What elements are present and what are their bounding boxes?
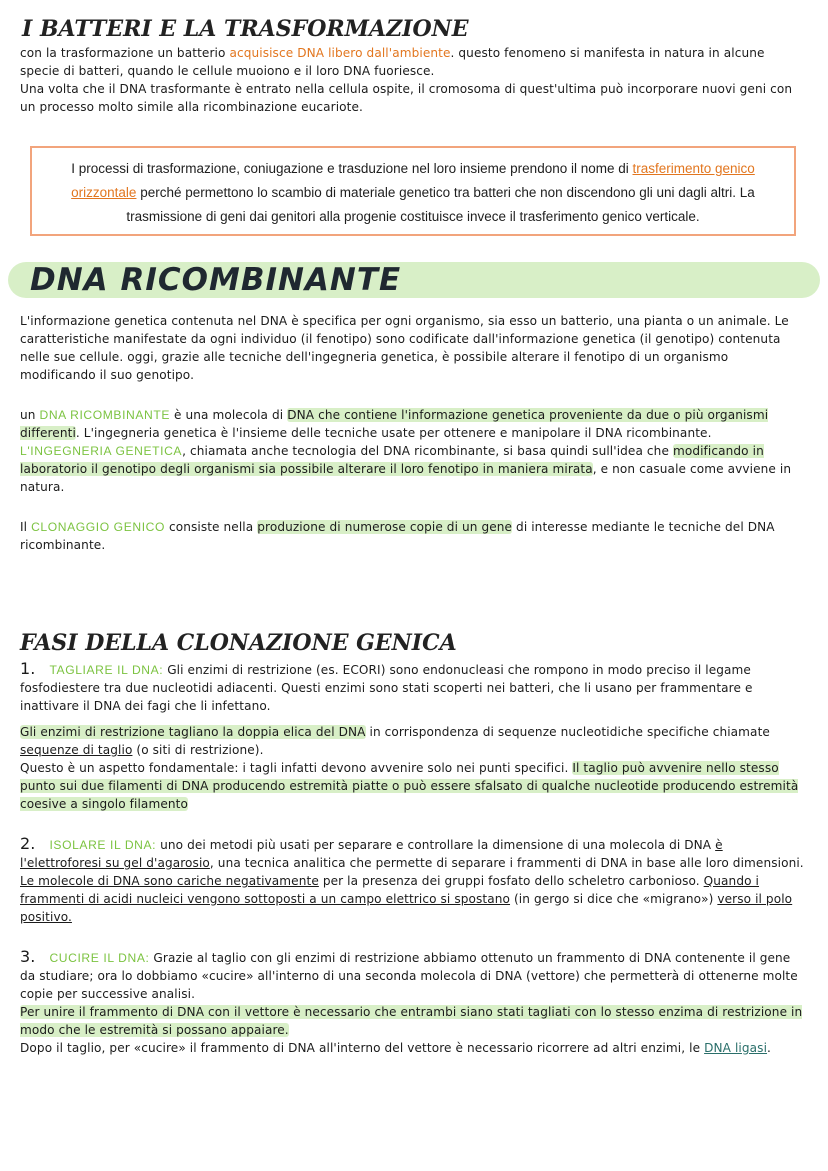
transformation-paragraph-1: con la trasformazione un batterio acquisisce DNA libero dall'ambiente. questo fenomeno si manifesta in natura in alcune specie di batteri, quando le cellule muoiono e il loro DNA fuoriesce. bbox=[20, 46, 765, 78]
highlight: Il taglio può avvenire nello stesso punto sui due filamenti di DNA producendo estremità piatte o può essere sfalsato di qualche nucleotide producendo estremità coesive a singolo filamento bbox=[20, 761, 799, 811]
step-1-note: Questo è un aspetto fondamentale: i tagli infatti devono avvenire solo nei punti specifici. Il taglio può avvenire nello stesso punto sui due filamenti di DNA producendo estremità piatte o può essere sfalsato di qualche nucleotide producendo estremità coesive a singolo filamento bbox=[20, 761, 799, 811]
step-number: 2. bbox=[20, 834, 36, 853]
section-banner-recombinant-dna bbox=[8, 262, 820, 298]
term-gene-cloning: CLONAGGIO GENICO bbox=[31, 520, 165, 534]
step-2-term: ISOLARE IL DNA: bbox=[49, 838, 157, 852]
term-recombinant-dna: DNA RICOMBINANTE bbox=[39, 408, 171, 422]
step-1-term: TAGLIARE IL DNA: bbox=[49, 663, 164, 677]
transformation-text bbox=[20, 44, 804, 116]
cloning-phases-text bbox=[20, 660, 804, 1057]
step-2: 2. ISOLARE IL DNA: uno dei metodi più usati per separare e controllare la dimensione di una molecola di DNA è l'elettroforesi su gel d'agarosio, una tecnica analitica che permette di separare i frammenti di DNA in base alle loro dimensioni. bbox=[20, 834, 804, 870]
highlight: Gli enzimi di restrizione tagliano la doppia elica del DNA bbox=[20, 725, 366, 739]
term-genetic-engineering: L'INGEGNERIA GENETICA bbox=[20, 444, 183, 458]
step-3-term: CUCIRE IL DNA: bbox=[49, 951, 150, 965]
step-number: 1. bbox=[20, 659, 36, 678]
step-1-detail: Gli enzimi di restrizione tagliano la doppia elica del DNA in corrispondenza di sequenze nucleotidiche specifiche chiamate sequenze di taglio (o siti di restrizione). bbox=[20, 725, 770, 757]
recombinant-paragraph-2: un DNA RICOMBINANTE è una molecola di DNA che contiene l'informazione genetica proveniente da due o più organismi differenti. L'ingegneria genetica è l'insieme delle tecniche usate per ottenere e manipolare il DNA ricombinante. bbox=[20, 408, 769, 440]
highlight: produzione di numerose copie di un gene bbox=[257, 520, 513, 534]
step-3-ligase: Dopo il taglio, per «cucire» il frammento di DNA all'interno del vettore è necessario ricorrere ad altri enzimi, le DNA ligasi. bbox=[20, 1041, 771, 1055]
step-3: 3. CUCIRE IL DNA: Grazie al taglio con gli enzimi di restrizione abbiamo ottenuto un frammento di DNA contenente il gene da studiare; ora lo dobbiamo «cucire» all'interno di una seconda molecola di DNA (vettore) che permetterà di ottenerne molte copie per successive analisi. bbox=[20, 947, 798, 1001]
step-3-detail bbox=[20, 1003, 804, 1039]
recombinant-paragraph-3: L'INGEGNERIA GENETICA, chiamata anche tecnologia del DNA ricombinante, si basa quindi sull'idea che modificando in laboratorio il genotipo degli organismi sia possibile alterare il loro fenotipo in maniera mirata, e non casuale come avviene in natura. bbox=[20, 444, 792, 494]
step-1: 1. TAGLIARE IL DNA: Gli enzimi di restrizione (es. ECORI) sono endonucleasi che rompono in modo preciso il legame fosfodiestere tra due nucleotidi adiacenti. Questi enzimi sono stati scoperti nei batteri, che li usano per frammentare e inattivare il DNA dei fagi che li infettano. bbox=[20, 659, 753, 713]
step-number: 3. bbox=[20, 947, 36, 966]
highlight: DNA che contiene l'informazione genetica proveniente da due o più organismi differenti bbox=[20, 408, 769, 440]
term-dna-ligase: DNA ligasi bbox=[704, 1041, 768, 1055]
recombinant-dna-text bbox=[20, 312, 804, 554]
callout-term: trasferimento genico orizzontale bbox=[71, 161, 755, 200]
section-title-transformation: I BATTERI E LA TRASFORMAZIONE bbox=[22, 16, 469, 42]
banner-title: DNA RICOMBINANTE bbox=[30, 262, 402, 298]
horizontal-transfer-callout: I processi di trasformazione, coniugazione e trasduzione nel loro insieme prendono il nome di trasferimento genico orizzontale perché permettono lo scambio di materiale genetico tra batteri che non discendono gli uni dagli altri. La trasmissione di geni dai genitori alla progenie costituisce invece il trasferimento genico verticale. bbox=[30, 146, 796, 236]
section-title-cloning-phases: FASI DELLA CLONAZIONE GENICA bbox=[20, 630, 457, 656]
step-2-detail: Le molecole di DNA sono cariche negativamente per la presenza dei gruppi fosfato dello scheletro carbonioso. Quando i frammenti di acidi nucleici vengono sottoposti a un campo elettrico si spostano (in gergo si dice che «migrano») verso il polo positivo. bbox=[20, 874, 793, 924]
recombinant-paragraph-1: L'informazione genetica contenuta nel DNA è specifica per ogni organismo, sia esso un batterio, una pianta o un animale. Le caratteristiche manifestate da ogni individuo (il fenotipo) sono codificate dall'informazione genetica (il genotipo) contenuta nelle sue cellule. oggi, grazie alle tecniche dell'ingegneria genetica, è possibile alterare il fenotipo di un organismo modificando il suo genotipo. bbox=[20, 314, 789, 382]
transformation-paragraph-2: Una volta che il DNA trasformante è entrato nella cellula ospite, il cromosoma di quest'ultima può incorporare nuovi geni con un processo molto simile alla ricombinazione eucariote. bbox=[20, 82, 793, 114]
highlight: Per unire il frammento di DNA con il vettore è necessario che entrambi siano stati tagliati con lo stesso enzima di restrizione in modo che le estremità si possano appaiare. bbox=[20, 1005, 803, 1037]
recombinant-paragraph-4: Il CLONAGGIO GENICO consiste nella produzione di numerose copie di un gene di interesse mediante le tecniche del DNA ricombinante. bbox=[20, 520, 775, 552]
highlight: modificando in laboratorio il genotipo degli organismi sia possibile alterare il loro fenotipo in maniera mirata bbox=[20, 444, 764, 476]
key-phrase: acquisisce DNA libero dall'ambiente bbox=[229, 46, 451, 60]
